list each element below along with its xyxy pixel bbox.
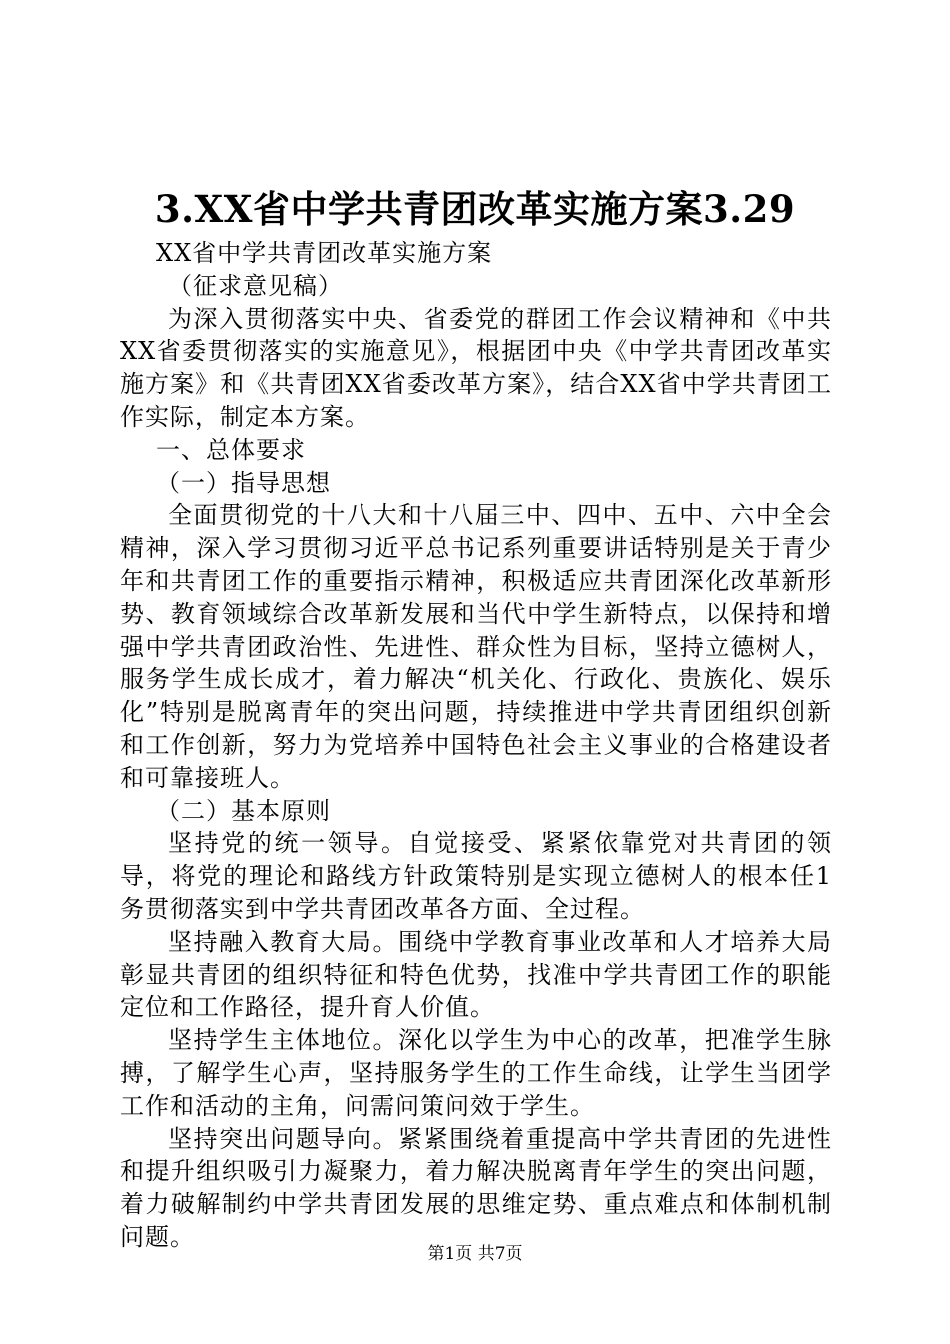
principle-paragraph-problem-oriented: 坚持突出问题导向。紧紧围绕着重提高中学共青团的先进性和提升组织吸引力凝聚力，着力解决脱离青年学生的突出问题，着力破解制约中学共青团发展的思维定势、重点难点和体制机制问题。: [120, 1124, 832, 1251]
intro-paragraph: 为深入贯彻落实中央、省委党的群团工作会议精神和《中共XX省委贯彻落实的实施意见》，根据团中央《中学共青团改革实施方案》和《共青团XX省委改革方案》，结合XX省中学共青团工作实际，制定本方案。: [120, 304, 832, 431]
document-body: [120, 237, 832, 1254]
page-footer: 第1页 共7页: [427, 1244, 523, 1264]
document-subtitle: XX省中学共青团改革实施方案: [156, 239, 493, 267]
principle-paragraph-party-leadership: 坚持党的统一领导。自觉接受、紧紧依靠党对共青团的领导，将党的理论和路线方针政策特别是实现立德树人的根本任1务贯彻落实到中学共青团改革各方面、全过程。: [120, 829, 832, 923]
principle-paragraph-student-centered: 坚持学生主体地位。深化以学生为中心的改革，把准学生脉搏，了解学生心声，坚持服务学生的工作生命线，让学生当团学工作和活动的主角，问需问策问效于学生。: [120, 1026, 832, 1120]
document-title: 3.XX省中学共青团改革实施方案3.29: [154, 187, 796, 231]
subsection-heading-guiding-ideology: （一）指导思想: [156, 468, 331, 497]
section-heading-general-requirements: 一、总体要求: [156, 435, 306, 464]
subsection-heading-basic-principles: （二）基本原则: [156, 796, 331, 825]
principle-paragraph-education: 坚持融入教育大局。围绕中学教育事业改革和人才培养大局彰显共青团的组织特征和特色优势，找准中学共青团工作的职能定位和工作路径，提升育人价值。: [120, 927, 832, 1022]
guiding-ideology-paragraph: 全面贯彻党的十八大和十八届三中、四中、五中、六中全会精神，深入学习贯彻习近平总书记系列重要讲话特别是关于青少年和共青团工作的重要指示精神，积极适应共青团深化改革新形势、教育领域综合改革新发展和当代中学生新特点，以保持和增强中学共青团政治性、先进性、群众性为目标，坚持立德树人，服务学生成长成才，着力解决“机关化、行政化、贵族化、娱乐化”特别是脱离青年的突出问题，持续推进中学共青团组织创新和工作创新，努力为党培养中国特色社会主义事业的合格建设者和可靠接班人。: [120, 501, 832, 792]
draft-note: （征求意见稿）: [168, 271, 343, 300]
